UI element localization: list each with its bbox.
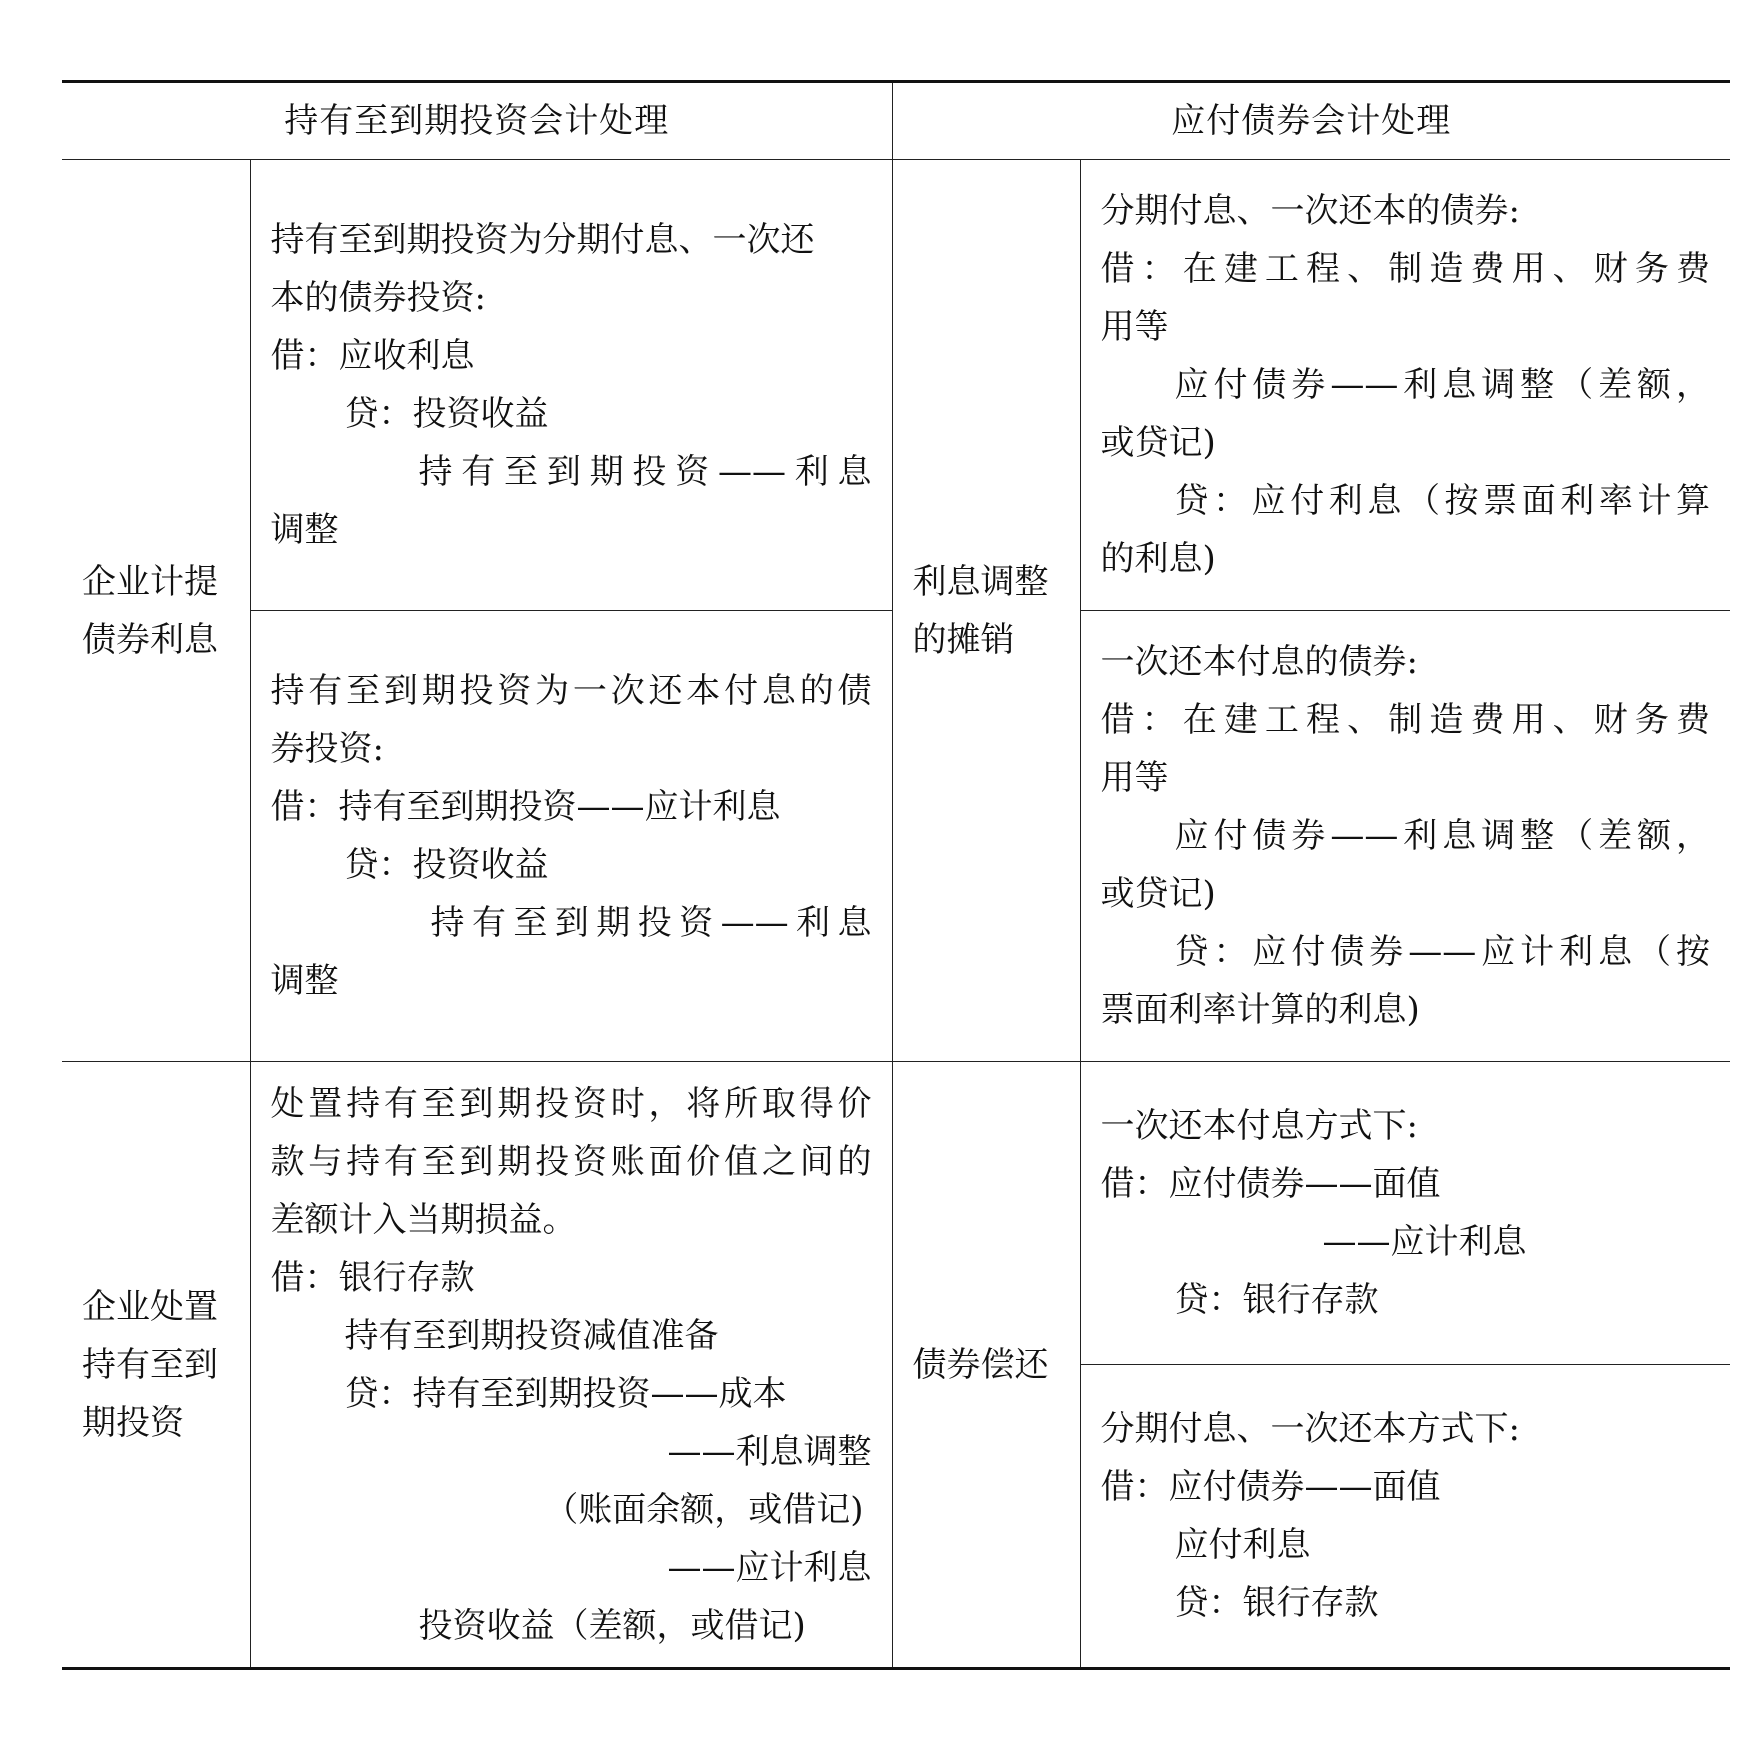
cell-bond-periodic-interest [1080, 160, 1730, 611]
text-line: 款与持有至到期投资账面价值之间的 [270, 1141, 872, 1182]
text-line: 贷：应付债券——应计利息（按 [1174, 932, 1710, 972]
text-line: 用等 [1100, 307, 1169, 347]
header-bonds-payable: 应付债券会计处理 [892, 82, 1730, 160]
text-line: 持有至到期投资——利息 [418, 452, 872, 492]
row-label-text: 利息调整的摊销 [912, 561, 1049, 660]
text-line: （账面余额，或借记) [544, 1489, 864, 1530]
text-line: 贷：投资收益 [344, 845, 549, 885]
text-line: 一次还本付息方式下: [1100, 1106, 1418, 1146]
row-label-text: 企业计提债券利息 [82, 561, 218, 660]
row-label-bond-repayment [892, 1062, 1080, 1669]
text-line: 差额计入当期损益。 [270, 1199, 577, 1240]
text-line: 用等 [1100, 758, 1169, 798]
text-line: 的利息) [1100, 539, 1216, 579]
text-line: 贷：银行存款 [1174, 1280, 1379, 1320]
cell-htm-lump-sum [250, 611, 892, 1062]
text-line: 投资收益（差额，或借记) [418, 1605, 806, 1646]
text-line: 借：应付债券——面值 [1100, 1467, 1441, 1507]
header-held-to-maturity: 持有至到期投资会计处理 [62, 82, 892, 160]
text-line: 应付债券——利息调整（差额， [1174, 816, 1710, 856]
accounting-comparison-table [62, 80, 1730, 1670]
text-line: 调整 [270, 961, 339, 1001]
text-line: 借：在建工程、制造费用、财务费 [1100, 700, 1710, 740]
table-row [62, 160, 1730, 611]
text-line: 应付利息 [1174, 1525, 1311, 1565]
text-line: 借：应付债券——面值 [1100, 1164, 1441, 1204]
text-line: ——应计利息 [667, 1547, 872, 1588]
text-line: 借：在建工程、制造费用、财务费 [1100, 249, 1710, 289]
text-line: 应付债券——利息调整（差额， [1174, 365, 1710, 405]
header-row [62, 82, 1730, 160]
text-line: 一次还本付息的债券: [1100, 642, 1418, 682]
row-label-dispose-htm [62, 1062, 250, 1669]
accounting-comparison-document [62, 80, 1730, 1670]
text-line: 借：应收利息 [270, 336, 475, 376]
row-label-text: 债券偿还 [912, 1344, 1049, 1385]
cell-bond-repay-periodic [1080, 1365, 1730, 1669]
text-line: 票面利率计算的利息) [1100, 990, 1420, 1030]
text-line: 分期付息、一次还本的债券: [1100, 191, 1520, 231]
text-line: 贷：持有至到期投资——成本 [344, 1373, 787, 1414]
text-line: 本的债券投资: [270, 278, 486, 318]
text-line: 借：银行存款 [270, 1257, 475, 1298]
cell-bond-repay-lump-sum [1080, 1062, 1730, 1365]
text-line: 持有至到期投资——利息 [430, 903, 872, 943]
text-line: ——利息调整 [667, 1431, 872, 1472]
text-line: 处置持有至到期投资时，将所取得价 [270, 1083, 872, 1124]
text-line: 持有至到期投资减值准备 [344, 1315, 719, 1356]
text-line: 持有至到期投资为一次还本付息的债 [270, 671, 872, 711]
cell-bond-lump-sum [1080, 611, 1730, 1062]
text-line: 贷：应付利息（按票面利率计算 [1174, 481, 1710, 521]
row-label-accrue-interest [62, 160, 250, 1062]
cell-htm-periodic-interest [250, 160, 892, 611]
row-label-text: 企业处置持有至到期投资 [82, 1286, 218, 1443]
text-line: 或贷记) [1100, 874, 1216, 914]
text-line: 借：持有至到期投资——应计利息 [270, 787, 781, 827]
text-line: 贷：银行存款 [1174, 1583, 1379, 1623]
text-line: 分期付息、一次还本方式下: [1100, 1409, 1520, 1449]
text-line: 调整 [270, 510, 339, 550]
cell-htm-disposal [250, 1062, 892, 1669]
text-line: 或贷记) [1100, 423, 1216, 463]
row-label-interest-amortization [892, 160, 1080, 1062]
table-row [62, 1062, 1730, 1365]
text-line: 持有至到期投资为分期付息、一次还 [270, 220, 815, 260]
text-line: ——应计利息 [1322, 1222, 1527, 1262]
text-line: 券投资: [270, 729, 384, 769]
text-line: 贷：投资收益 [344, 394, 549, 434]
